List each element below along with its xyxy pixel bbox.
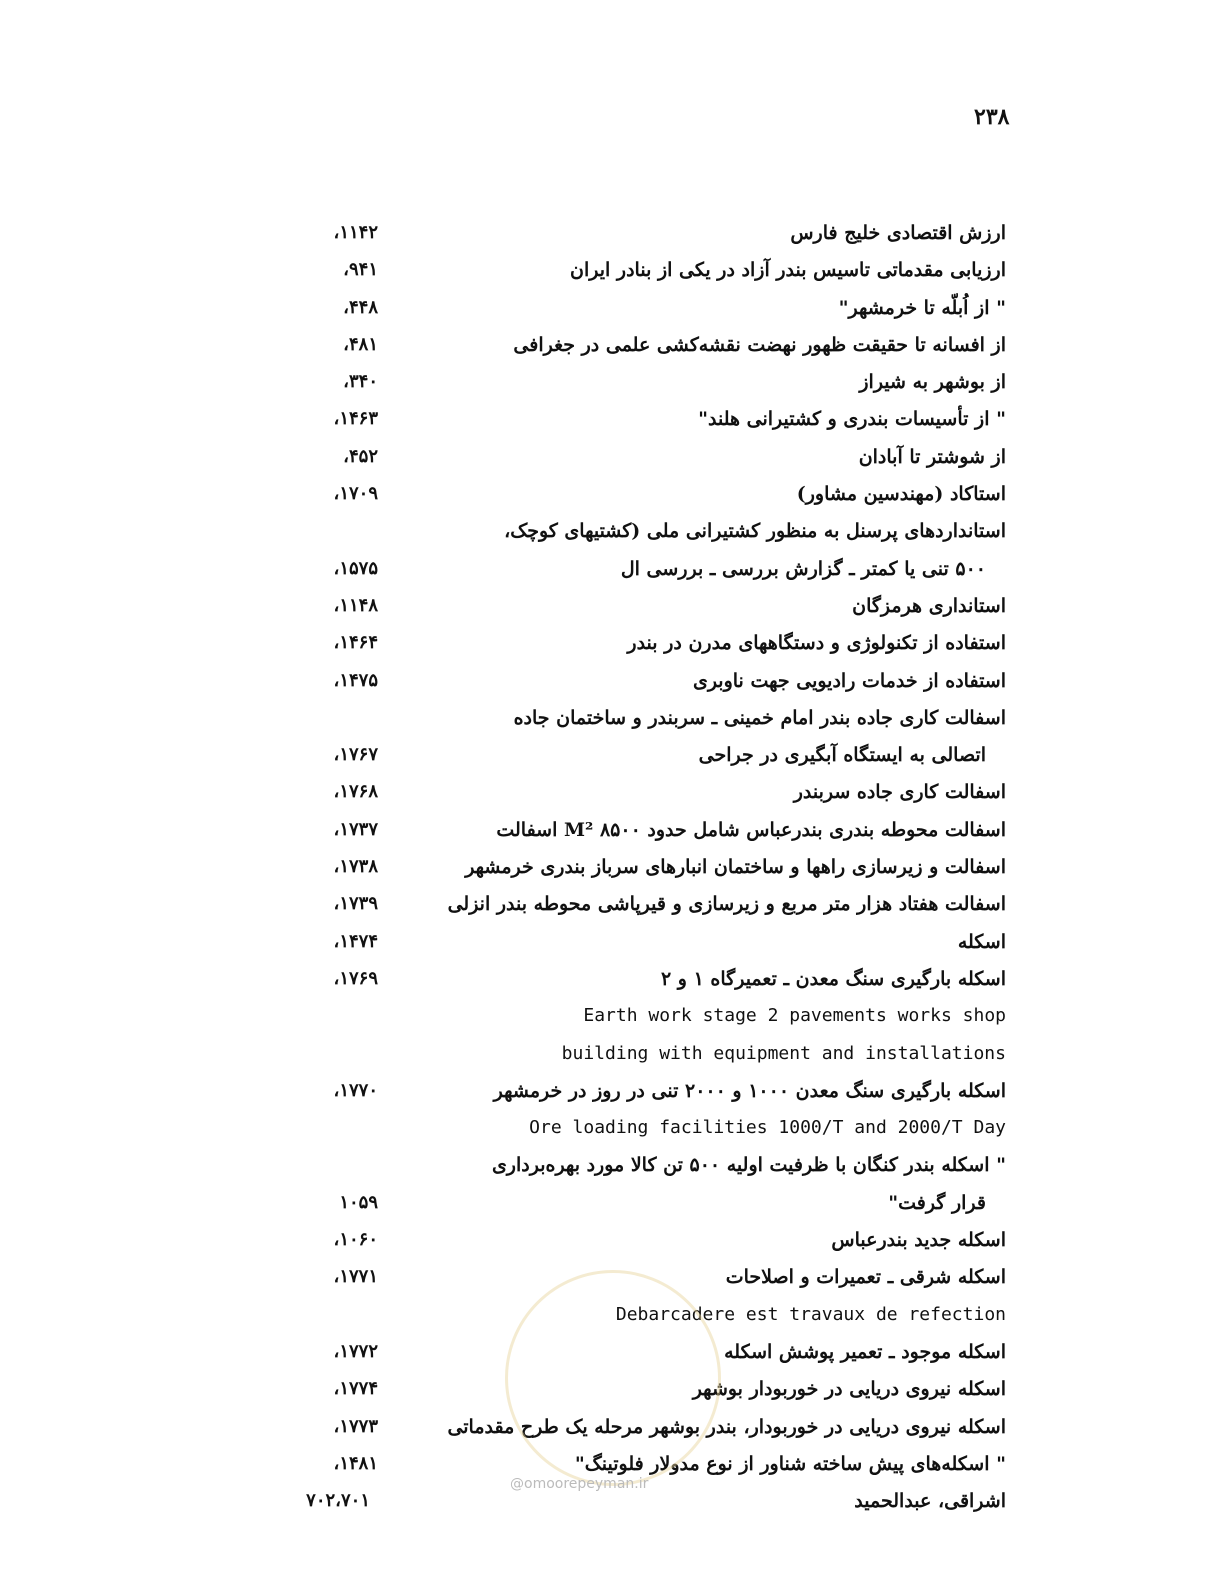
entry-reference-number: ۷۰۲،۷۰۱ bbox=[306, 1490, 370, 1512]
entry-title: اسکله جدید بندرعباس bbox=[831, 1229, 1006, 1252]
entry-title: اسفالت کاری جاده سربندر bbox=[793, 781, 1006, 804]
entry-title: استانداری هرمزگان bbox=[852, 594, 1006, 617]
entry-title: اسفالت محوطه بندری بندرعباس شامل حدود M² ۸۵۰۰ اسفالت bbox=[496, 818, 1006, 841]
entry-reference-number: ۱۱۴۸، bbox=[333, 594, 378, 616]
index-entry bbox=[0, 291, 1228, 328]
entry-reference-number: ۱۷۳۷، bbox=[333, 818, 378, 840]
entry-title: استانداردهای پرسنل به منظور کشتیرانی ملی (کشتیهای کوچک، bbox=[504, 520, 1006, 543]
index-entry bbox=[0, 626, 1228, 663]
entry-title: استفاده از خدمات رادیویی جهت ناوبری bbox=[692, 669, 1006, 692]
entry-title: ۵۰۰ تنی یا کمتر ـ گزارش بررسی ـ بررسی ال bbox=[620, 557, 986, 580]
page-number: ۲۳۸ bbox=[974, 104, 1010, 130]
entry-reference-number: ۴۸۱، bbox=[343, 333, 378, 355]
entry-title: اسکله شرقی ـ تعمیرات و اصلاحات bbox=[725, 1266, 1006, 1289]
entry-reference-number: ۱۷۷۰، bbox=[333, 1079, 378, 1101]
entry-reference-number: ۱۵۷۵، bbox=[333, 557, 378, 579]
entry-title: Ore loading facilities 1000/T and 2000/T Day bbox=[529, 1117, 1006, 1139]
entry-title: building with equipment and installations bbox=[561, 1042, 1006, 1064]
entry-reference-number: ۴۵۲، bbox=[343, 445, 378, 467]
index-entry bbox=[0, 925, 1228, 962]
index-entry bbox=[0, 701, 1228, 738]
index-entry bbox=[0, 402, 1228, 439]
entry-reference-number: ۱۷۷۱، bbox=[333, 1266, 378, 1288]
entry-title: از بوشهر به شیراز bbox=[859, 371, 1006, 394]
entry-reference-number: ۱۱۴۲، bbox=[333, 222, 378, 243]
entry-title: ارزیابی مقدماتی تاسیس بندر آزاد در یکی از بنادر ایران bbox=[570, 259, 1006, 282]
entry-reference-number: ۱۷۳۸، bbox=[333, 856, 378, 878]
entry-title: اسکله موجود ـ تعمیر پوشش اسکله bbox=[724, 1340, 1006, 1363]
entry-title: Debarcadere est travaux de refection bbox=[615, 1303, 1006, 1325]
index-entry bbox=[0, 1074, 1228, 1111]
index-entry bbox=[0, 664, 1228, 701]
entry-title: اسفالت هفتاد هزار متر مربع و زیرسازی و قیرپاشی محوطه بندر انزلی bbox=[447, 893, 1006, 916]
entry-reference-number: ۱۰۵۹ bbox=[339, 1191, 378, 1213]
entry-title: اسکله نیروی دریایی در خوربودار بوشهر bbox=[692, 1378, 1006, 1401]
index-entry bbox=[0, 1037, 1228, 1074]
entry-title: اسکله بارگیری سنگ معدن ۱۰۰۰ و ۲۰۰۰ تنی در روز در خرمشهر bbox=[493, 1079, 1006, 1102]
entry-reference-number: ۴۴۸، bbox=[343, 296, 378, 318]
entry-title: " اسکله بندر کنگان با ظرفیت اولیه ۵۰۰ تن کالا مورد بهره‌برداری bbox=[491, 1154, 1006, 1177]
entry-reference-number: ۱۴۶۴، bbox=[333, 632, 378, 654]
entry-title: " از اُبلّه تا خرمشهر" bbox=[838, 296, 1006, 319]
entry-title: استاکاد (مهندسین مشاور) bbox=[796, 483, 1006, 506]
index-entry bbox=[0, 365, 1228, 402]
entry-reference-number: ۱۴۶۳، bbox=[333, 408, 378, 430]
entry-title: اشراقی، عبدالحمید bbox=[854, 1490, 1006, 1513]
index-entry bbox=[0, 253, 1228, 290]
entry-title: Earth work stage 2 pavements works shop bbox=[583, 1005, 1006, 1027]
index-entry bbox=[0, 1223, 1228, 1260]
index-entry bbox=[0, 216, 1228, 253]
entry-reference-number: ۱۴۷۵، bbox=[333, 669, 378, 691]
index-entry bbox=[0, 328, 1228, 365]
index-entry bbox=[0, 813, 1228, 850]
entry-title: از شوشتر تا آبادان bbox=[858, 445, 1006, 468]
entry-title: اسکله bbox=[957, 930, 1006, 953]
entry-reference-number: ۱۷۶۷، bbox=[333, 744, 378, 766]
index-entry bbox=[0, 1111, 1228, 1148]
entry-title: اسکله نیروی دریایی در خوربودار، بندر بوشهر مرحله یک طرح مقدماتی bbox=[447, 1415, 1006, 1438]
index-entry bbox=[0, 440, 1228, 477]
entry-reference-number: ۱۷۶۸، bbox=[333, 781, 378, 803]
entry-title: استفاده از تکنولوژی و دستگاههای مدرن در بندر bbox=[627, 632, 1006, 655]
entry-reference-number: ۱۴۷۴، bbox=[333, 930, 378, 952]
watermark-logo bbox=[505, 1270, 721, 1486]
entry-title: " از تأسیسات بندری و کشتیرانی هلند" bbox=[698, 408, 1006, 431]
entry-title: قرار گرفت" bbox=[888, 1191, 986, 1214]
index-entry bbox=[0, 552, 1228, 589]
entry-reference-number: ۱۷۷۲، bbox=[333, 1340, 378, 1362]
entry-title: ارزش اقتصادی خلیج فارس bbox=[790, 222, 1006, 244]
entry-title: " اسکله‌های پیش ساخته شناور از نوع مدولار فلوتینگ" bbox=[574, 1452, 1006, 1475]
index-entry bbox=[0, 589, 1228, 626]
entry-reference-number: ۱۰۶۰، bbox=[333, 1229, 378, 1251]
index-entry bbox=[0, 1148, 1228, 1185]
index-entry bbox=[0, 962, 1228, 999]
index-entry bbox=[0, 738, 1228, 775]
index-entry bbox=[0, 1186, 1228, 1223]
index-entry bbox=[0, 887, 1228, 924]
watermark-text: @omoorepeyman.ir bbox=[510, 1476, 649, 1492]
index-entry bbox=[0, 477, 1228, 514]
entry-title: اسفالت و زیرسازی راهها و ساختمان انبارهای سرباز بندری خرمشهر bbox=[465, 856, 1006, 879]
entry-title: از افسانه تا حقیقت ظهور نهضت نقشه‌کشی علمی در جغرافی bbox=[513, 333, 1006, 356]
index-entry bbox=[0, 850, 1228, 887]
entry-reference-number: ۳۴۰، bbox=[343, 371, 378, 393]
entry-title: اتصالی به ایستگاه آبگیری در جراحی bbox=[698, 744, 986, 767]
entry-reference-number: ۱۷۷۴، bbox=[333, 1378, 378, 1400]
entry-reference-number: ۱۷۷۳، bbox=[333, 1415, 378, 1437]
entry-title: اسکله بارگیری سنگ معدن ـ تعمیرگاه ۱ و ۲ bbox=[660, 967, 1006, 990]
entry-reference-number: ۱۴۸۱، bbox=[333, 1452, 378, 1474]
entry-reference-number: ۱۷۶۹، bbox=[333, 967, 378, 989]
index-entry bbox=[0, 775, 1228, 812]
index-entry bbox=[0, 999, 1228, 1036]
entry-reference-number: ۱۷۳۹، bbox=[333, 893, 378, 915]
entry-reference-number: ۹۴۱، bbox=[343, 259, 378, 281]
entry-reference-number: ۱۷۰۹، bbox=[333, 483, 378, 505]
index-entry bbox=[0, 514, 1228, 551]
entry-title: اسفالت کاری جاده بندر امام خمینی ـ سربندر و ساختمان جاده bbox=[513, 706, 1006, 729]
